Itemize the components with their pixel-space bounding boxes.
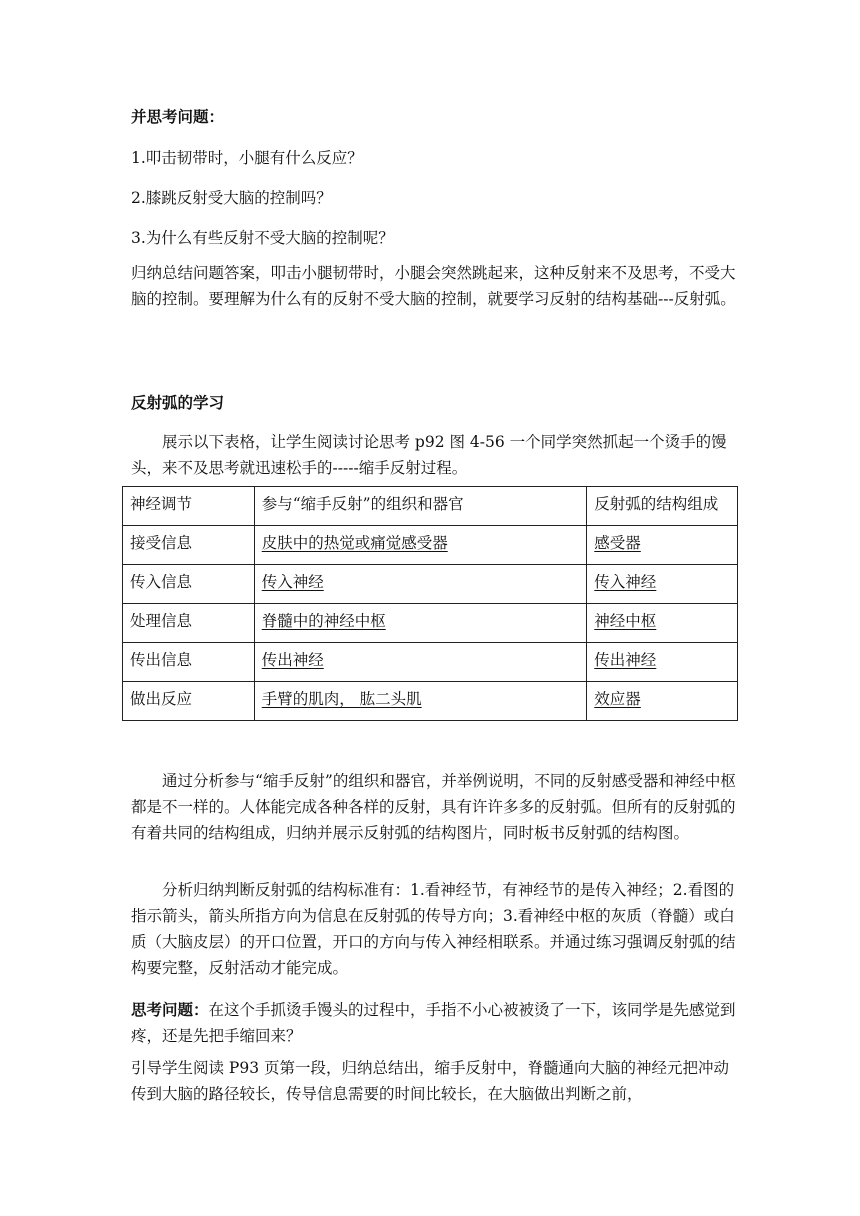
table-row	[123, 604, 738, 643]
heading-think-questions: 并思考问题：	[131, 108, 225, 126]
heading-reflex-arc: 反射弧的学习	[131, 394, 225, 412]
table-cell-underlined: 神经中枢	[594, 612, 657, 630]
table-cell-underlined: 感受器	[594, 534, 641, 552]
table-cell-underlined: 传出神经	[594, 651, 657, 669]
table-header-cell: 神经调节	[123, 487, 255, 526]
criteria-paragraph: 分析归纳判断反射弧的结构标准有：1.看神经节，有神经节的是传入神经；2.看图的指示箭头，箭头所指方向为信息在反射弧的传导方向；3.看神经中枢的灰质（脊髓）或白质（大脑皮层）的开口位置，开口的方向与传入神经相联系。并通过练习强调反射弧的结构要完整，反射活动才能完成。	[131, 881, 736, 977]
table-cell-underlined: 传入神经	[261, 573, 324, 591]
table-row	[123, 526, 738, 565]
table-header-cell: 反射弧的结构组成	[587, 487, 738, 526]
table-cell: 传出信息	[123, 643, 255, 682]
table-cell-underlined: 传出神经	[261, 651, 324, 669]
table-cell: 做出反应	[123, 682, 255, 721]
intro-paragraph: 展示以下表格，让学生阅读讨论思考 p92 图 4-56 一个同学突然抓起一个烫手的馒头，来不及思考就迅速松手的-----缩手反射过程。	[131, 433, 727, 477]
question-2: 2.膝跳反射受大脑的控制吗？	[131, 189, 332, 207]
table-cell-underlined: 手臂的肌肉， 肱二头肌	[261, 690, 422, 708]
reflex-table	[122, 486, 738, 721]
guide-paragraph: 引导学生阅读 P93 页第一段，归纳总结出，缩手反射中，脊髓通向大脑的神经元把冲动传到大脑的路径较长，传导信息需要的时间比较长，在大脑做出判断之前，	[131, 1059, 730, 1103]
table-cell: 接受信息	[123, 526, 255, 565]
table-cell-underlined: 皮肤中的热觉或痛觉感受器	[261, 534, 448, 552]
think-label: 思考问题：	[131, 1001, 209, 1019]
table-row	[123, 565, 738, 604]
table-cell-underlined: 传入神经	[594, 573, 657, 591]
table-cell: 处理信息	[123, 604, 255, 643]
table-row	[123, 682, 738, 721]
question-1: 1.叩击韧带时，小腿有什么反应？	[131, 149, 363, 167]
table-header-row	[123, 487, 738, 526]
summary-paragraph: 归纳总结问题答案，叩击小腿韧带时，小腿会突然跳起来，这种反射来不及思考，不受大脑的控制。要理解为什么有的反射不受大脑的控制，就要学习反射的结构基础---反射弧。	[131, 264, 736, 308]
think-text: 在这个手抓烫手馒头的过程中，手指不小心被被烫了一下，该同学是先感觉到疼，还是先把手缩回来？	[131, 1001, 736, 1045]
table-cell-underlined: 脊髓中的神经中枢	[261, 612, 386, 630]
question-3: 3.为什么有些反射不受大脑的控制呢？	[131, 229, 394, 247]
table-cell-underlined: 效应器	[594, 690, 641, 708]
table-row	[123, 643, 738, 682]
think-paragraph	[131, 997, 741, 1049]
analysis-paragraph: 通过分析参与“缩手反射”的组织和器官，并举例说明，不同的反射感受器和神经中枢都是不一样的。人体能完成各种各样的反射，具有许许多多的反射弧。但所有的反射弧的有着共同的结构组成，归纳并展示反射弧的结构图片，同时板书反射弧的结构图。	[131, 772, 736, 842]
table-header-cell: 参与“缩手反射”的组织和器官	[254, 487, 587, 526]
table-cell: 传入信息	[123, 565, 255, 604]
